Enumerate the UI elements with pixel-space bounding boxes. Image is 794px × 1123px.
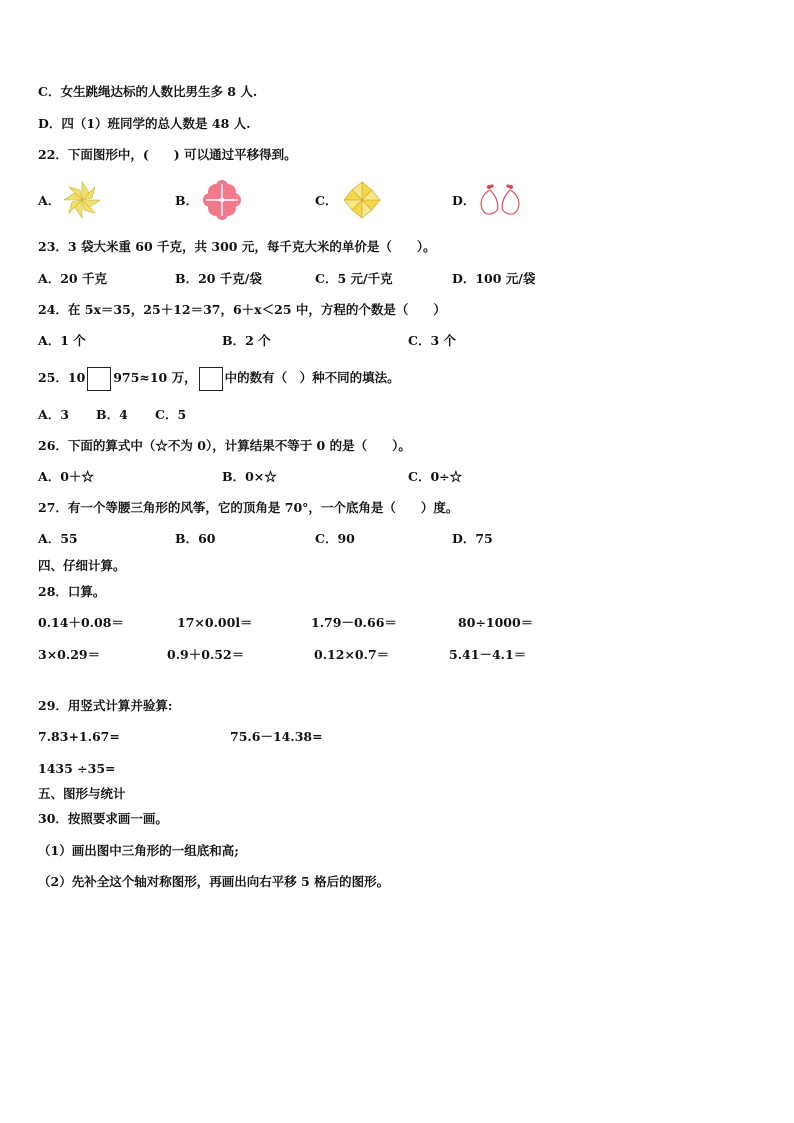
q28-item-7: 0.12×0.7＝ [314,647,390,662]
q23-option-b: B．20 千克/袋 [175,271,262,286]
q28-item-8: 5.41－4.1＝ [449,647,527,662]
q28-item-2: 17×0.00l＝ [177,615,253,630]
q28-item-4: 80÷1000＝ [458,615,534,630]
q24-option-c: C．3 个 [408,333,456,348]
four-hearts-figure [200,180,244,224]
q29-item-3: 1435 ÷35= [38,761,116,776]
q28-item-6: 0.9＋0.52＝ [167,647,245,662]
q25-option-c: C．5 [155,407,187,422]
q27-option-c: C．90 [315,531,355,546]
q23-option-d: D．100 元/袋 [452,271,536,286]
q27-option-a: A．55 [38,531,78,546]
q25-stem [38,364,400,392]
q27-option-d: D．75 [452,531,493,546]
q21-option-d: D．四（1）班同学的总人数是 48 人. [38,116,251,131]
q29-stem: 29．用竖式计算并验算: [38,698,173,713]
q23-stem: 23．3 袋大米重 60 千克，共 300 元，每千克大米的单价是（ ）。 [38,239,436,254]
q25-stem-part2: 975≈10 万， [113,370,197,385]
q30-stem: 30．按照要求画一画。 [38,811,168,826]
q29-item-1: 7.83+1.67= [38,729,120,744]
q26-option-a: A．0＋☆ [38,469,94,484]
q28-stem: 28．口算。 [38,584,106,599]
q26-option-c: C．0÷☆ [408,469,463,484]
q24-option-b: B．2 个 [222,333,271,348]
q22-option-a-label: A． [38,193,61,208]
q30-part-1: （1）画出图中三角形的一组底和高; [38,843,239,858]
q28-item-1: 0.14＋0.08＝ [38,615,124,630]
q27-option-b: B．60 [175,531,216,546]
pinwheel-square-figure [340,180,384,224]
q25-stem-part3: 中的数有（ ）种不同的填法。 [224,370,400,385]
q29-item-2: 75.6－14.38= [230,729,323,744]
blank-box-2[interactable] [199,367,223,391]
q22-option-d-label: D． [452,193,476,208]
q25-stem-part1: 25．10 [38,370,86,385]
q24-stem: 24．在 5x＝35，25＋12＝37，6＋x＜25 中，方程的个数是（ ） [38,302,446,317]
q24-option-a: A．1 个 [38,333,86,348]
q23-option-a: A．20 千克 [38,271,107,286]
q25-option-b: B．4 [96,407,128,422]
q25-option-a: A．3 [38,407,69,422]
q21-option-c: C．女生跳绳达标的人数比男生多 8 人. [38,84,258,99]
q26-stem: 26．下面的算式中（☆不为 0），计算结果不等于 0 的是（ ）。 [38,438,411,453]
q22-stem: 22．下面图形中，( ) 可以通过平移得到。 [38,147,297,162]
q28-item-5: 3×0.29＝ [38,647,101,662]
q27-stem: 27．有一个等腰三角形的风筝，它的顶角是 70°，一个底角是（ ）度。 [38,500,459,515]
two-birds-figure [476,182,524,222]
blank-box-1[interactable] [87,367,111,391]
q28-item-3: 1.79－0.66＝ [311,615,397,630]
pinwheel-figure [60,180,104,224]
q30-part-2: （2）先补全这个轴对称图形，再画出向右平移 5 格后的图形。 [38,874,390,889]
q26-option-b: B．0×☆ [222,469,277,484]
q23-option-c: C．5 元/千克 [315,271,393,286]
section-5-heading: 五、图形与统计 [38,786,126,801]
q22-option-b-label: B． [175,193,199,208]
q22-option-c-label: C． [315,193,338,208]
section-4-heading: 四、仔细计算。 [38,558,126,573]
